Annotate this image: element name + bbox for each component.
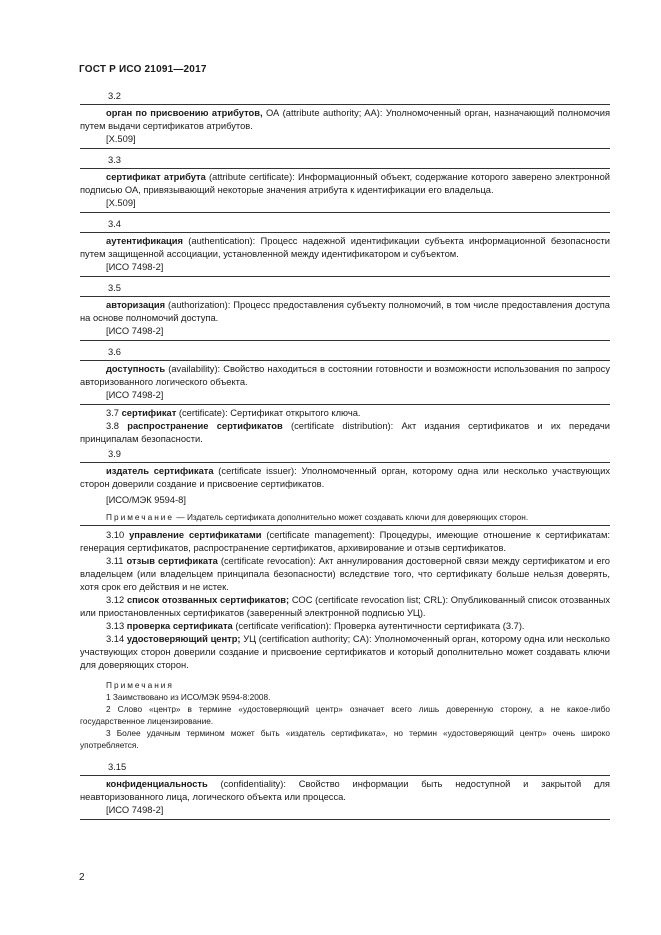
term-box: [80, 232, 610, 277]
note-item: 1 Заимствовано из ИСО/МЭК 9594-8:2008.: [106, 692, 271, 702]
note-item: 3 Более удачным термином может быть «издатель сертификата», но термин «удостоверяющий центр» очень широко употребляется.: [80, 728, 610, 750]
term-definition: [80, 633, 610, 672]
term-name: отзыв сертификата: [126, 556, 218, 566]
term-box: [80, 775, 610, 820]
term-definition: [80, 529, 610, 555]
term-definition: [80, 299, 610, 325]
term-number: 3.2: [108, 91, 121, 101]
term-definition: [80, 363, 610, 389]
term-name: сертификат: [121, 408, 177, 418]
term-number: 3.4: [108, 219, 121, 229]
term-definition: [80, 465, 610, 491]
term-name: издатель сертификата: [106, 466, 214, 476]
term-number: 3.13: [106, 621, 125, 631]
term-text: (confidentiality): Свойство информации быть недоступной и закрытой для неавторизованного лица, логического объекта или процесса.: [80, 779, 610, 802]
note-label: Примечание: [106, 512, 175, 522]
term-source: [X.509]: [106, 134, 136, 144]
term-definition: [80, 171, 610, 197]
term-name: доступность: [106, 364, 166, 374]
term-text: (certificate distribution): Акт издания сертификатов и их передачи принципалам безопасности.: [80, 421, 610, 444]
term-name: сертификат атрибута: [106, 172, 206, 182]
term-name: удостоверяющий центр;: [126, 634, 241, 644]
term-number: 3.15: [108, 762, 127, 772]
page-number: 2: [79, 872, 85, 883]
term-number: 3.11: [106, 556, 124, 566]
term-definition: [80, 420, 610, 446]
term-name: конфиденциальность: [106, 779, 208, 789]
term-text: (authorization): Процесс предоставления субъекту полномочий, в том числе предоставления доступа на основе полномочий доступа.: [80, 300, 610, 323]
term-name: распространение сертификатов: [127, 421, 283, 431]
term-definition: [80, 594, 610, 620]
term-text: (authentication): Процесс надежной идентификации субъекта информационной безопасности путем защищенной ассоциации, установленной между идентификатором и субъектом.: [80, 236, 610, 259]
term-name: аутентификация: [106, 236, 183, 246]
term-text: (certificate issuer): Уполномоченный орган, которому одна или несколько участвующих сторон доверили создание и присвоение сертификатов.: [80, 466, 610, 489]
term-box: [80, 360, 610, 405]
term-text: СОС (certificate revocation list; CRL): Опубликованный список отозванных или приостановленных сертификатов (заверенный электронной подписью УЦ).: [80, 595, 610, 618]
term-source: [X.509]: [106, 198, 136, 208]
term-source: [ИСО/МЭК 9594-8]: [106, 495, 186, 505]
term-text: ОА (attribute authority; AA): Уполномоченный орган, назначающий полномочия путем выдачи сертификатов атрибутов.: [80, 108, 611, 131]
term-number: 3.5: [108, 283, 121, 293]
term-box: [80, 462, 610, 526]
term-definition: [80, 407, 610, 420]
term-number: 3.6: [108, 347, 121, 357]
term-number: 3.3: [108, 155, 121, 165]
document-body: [80, 90, 610, 825]
term-text: (certificate revocation): Акт аннулирования достоверной связи между сертификатом и его владельцем (или владельцем принципала безопасности) вследствие того, что сертификату больше нельзя доверять, хотя срок его действия и не истек.: [80, 556, 610, 592]
term-number: 3.12: [106, 595, 125, 605]
term-definition: [80, 555, 610, 594]
term-text: (certificate management): Процедуры, имеющие отношение к сертификатам: генерация сертификатов, распространение сертификатов, архивирование и отзыв сертификатов.: [80, 530, 611, 553]
term-name: авторизация: [106, 300, 166, 310]
term-definition: [80, 235, 610, 261]
note-item: 2 Слово «центр» в термине «удостоверяющий центр» означает всего лишь доверенную сторону, а не какое-либо государственное лицензирование.: [80, 704, 610, 726]
term-number: 3.14: [106, 634, 125, 644]
term-text: (availability): Свойство находиться в состоянии готовности и возможности использования по запросу авторизованного логического объекта.: [80, 364, 610, 387]
term-text: (certificate): Сертификат открытого ключа.: [176, 408, 361, 418]
term-name: проверка сертификата: [126, 621, 233, 631]
document-header: ГОСТ Р ИСО 21091—2017: [79, 64, 207, 75]
term-definition: [80, 778, 610, 804]
term-text: (certificate verification): Проверка аутентичности сертификата (3.7).: [232, 621, 525, 631]
term-number: 3.10: [106, 530, 125, 540]
term-source: [ИСО 7498-2]: [106, 326, 164, 336]
term-name: управление сертификатами: [129, 530, 262, 540]
term-note: [80, 511, 610, 523]
notes-label: Примечания: [106, 680, 174, 690]
term-source: [ИСО 7498-2]: [106, 262, 164, 272]
term-box: [80, 104, 610, 149]
term-source: [ИСО 7498-2]: [106, 805, 164, 815]
term-definition: [80, 107, 610, 133]
note-text: — Издатель сертификата дополнительно может создавать ключи для доверяющих сторон.: [174, 512, 529, 522]
term-name: список отозванных сертификатов;: [126, 595, 290, 605]
term-number: 3.7: [106, 408, 119, 418]
term-text: УЦ (certification authority; CA): Уполномоченный орган, которому одна или несколько участвующих сторон доверили создание и присвоение сертификатов и который дополнительно может создавать ключи для доверяющих сторон.: [80, 634, 610, 670]
term-source: [ИСО 7498-2]: [106, 390, 164, 400]
term-box: [80, 168, 610, 213]
term-name: орган по присвоению атрибутов,: [106, 108, 263, 118]
term-number: 3.8: [106, 421, 119, 431]
term-box: [80, 296, 610, 341]
term-text: (attribute certificate): Информационный объект, содержание которого заверено электронной подписью ОА, привязывающий некоторые значения атрибута к идентификации его владельца.: [80, 172, 610, 195]
term-number: 3.9: [108, 449, 121, 459]
notes-block: [80, 679, 610, 751]
term-definition: [80, 620, 610, 633]
